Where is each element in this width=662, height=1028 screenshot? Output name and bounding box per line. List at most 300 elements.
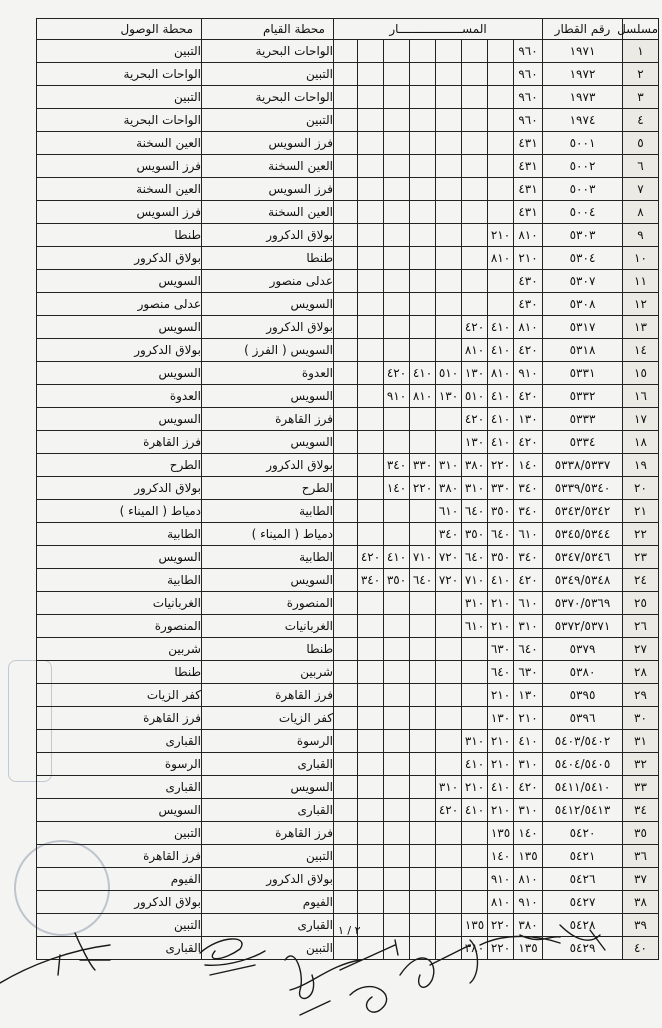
route-segment-cell: ٤١٠ (410, 362, 436, 385)
route-segment-cell (410, 109, 436, 132)
route-segment-cell (436, 86, 462, 109)
serial-cell: ٢٣ (623, 546, 659, 569)
departure-station-cell: السويس (202, 431, 334, 454)
route-segment-cell: ١٣٠ (436, 385, 462, 408)
route-segment-cell: ٩١٠ (384, 385, 410, 408)
route-segment-cell: ٢٢٠ (488, 454, 514, 477)
signature-1 (0, 933, 110, 983)
route-segment-cell: ٦٤٠ (462, 500, 488, 523)
route-segment-cell: ٨١٠ (462, 339, 488, 362)
route-segment-cell (334, 799, 358, 822)
departure-station-cell: التبين (202, 845, 334, 868)
route-segment-cell: ٣٨٠ (462, 454, 488, 477)
route-segment-cell (334, 753, 358, 776)
departure-station-cell: القبارى (202, 753, 334, 776)
route-segment-cell: ٣١٠ (462, 730, 488, 753)
route-segment-cell: ٤٣١ (514, 178, 543, 201)
route-segment-cell: ٤٣١ (514, 201, 543, 224)
route-segment-cell: ٦١٠ (514, 523, 543, 546)
route-segment-cell (358, 339, 384, 362)
route-segment-cell (358, 615, 384, 638)
route-segment-cell: ٧٢٠ (436, 569, 462, 592)
departure-station-cell: دمياط ( الميناء ) (202, 523, 334, 546)
route-segment-cell (358, 661, 384, 684)
route-segment-cell (358, 201, 384, 224)
train-number-cell: ٥٤١٢/٥٤١٣ (543, 799, 623, 822)
arrival-station-cell: القبارى (37, 730, 202, 753)
serial-cell: ٢١ (623, 500, 659, 523)
table-row (37, 201, 659, 224)
departure-station-cell: التبين (202, 937, 334, 960)
serial-cell: ٣٣ (623, 776, 659, 799)
route-segment-cell: ٣١٠ (514, 615, 543, 638)
route-segment-cell: ١٣٠ (488, 707, 514, 730)
route-segment-cell (488, 86, 514, 109)
departure-station-cell: الطابية (202, 500, 334, 523)
route-segment-cell (462, 224, 488, 247)
route-segment-cell (384, 408, 410, 431)
route-segment-cell: ٢١٠ (514, 707, 543, 730)
serial-cell: ٣٧ (623, 868, 659, 891)
serial-cell: ٤ (623, 109, 659, 132)
arrival-station-cell: السويس (37, 362, 202, 385)
table-row (37, 339, 659, 362)
route-segment-cell (462, 201, 488, 224)
route-segment-cell: ٦١٠ (436, 500, 462, 523)
route-segment-cell: ٨١٠ (488, 891, 514, 914)
route-segment-cell (436, 63, 462, 86)
route-segment-cell: ٢١٠ (488, 753, 514, 776)
route-segment-cell: ٢١٠ (514, 247, 543, 270)
route-segment-cell (436, 270, 462, 293)
route-segment-cell (384, 868, 410, 891)
route-segment-cell: ٩١٠ (488, 868, 514, 891)
route-segment-cell: ١٣٥ (514, 845, 543, 868)
route-segment-cell: ٤١٠ (462, 753, 488, 776)
serial-cell: ٢٦ (623, 615, 659, 638)
train-number-cell: ٥٠٠٢ (543, 155, 623, 178)
route-segment-cell: ٣٤٠ (384, 454, 410, 477)
route-segment-cell (462, 707, 488, 730)
route-segment-cell (384, 707, 410, 730)
route-segment-cell (358, 362, 384, 385)
route-segment-cell: ٤٢٠ (462, 408, 488, 431)
departure-station-cell: فرز القاهرة (202, 408, 334, 431)
route-segment-cell: ٦١٠ (514, 592, 543, 615)
route-segment-cell (358, 408, 384, 431)
route-segment-cell (334, 109, 358, 132)
route-segment-cell (358, 224, 384, 247)
route-segment-cell: ٣١٠ (462, 477, 488, 500)
route-segment-cell: ٤٣١ (514, 155, 543, 178)
route-segment-cell (436, 178, 462, 201)
route-segment-cell (358, 270, 384, 293)
table-row (37, 638, 659, 661)
route-segment-cell (334, 178, 358, 201)
table-row (37, 408, 659, 431)
route-segment-cell (410, 408, 436, 431)
route-segment-cell (436, 868, 462, 891)
table-row (37, 178, 659, 201)
train-number-cell: ٥٠٠٤ (543, 201, 623, 224)
departure-station-cell: عدلى منصور (202, 270, 334, 293)
train-number-cell: ٥٣٤٥/٥٣٤٤ (543, 523, 623, 546)
serial-cell: ٢٧ (623, 638, 659, 661)
departure-station-cell: بولاق الدكرور (202, 868, 334, 891)
serial-cell: ٣١ (623, 730, 659, 753)
route-segment-cell (384, 615, 410, 638)
arrival-station-cell: شربين (37, 638, 202, 661)
train-number-cell: ٥٣٨٠ (543, 661, 623, 684)
route-segment-cell (334, 155, 358, 178)
arrival-station-cell: عدلى منصور (37, 293, 202, 316)
table-row (37, 224, 659, 247)
route-segment-cell (334, 730, 358, 753)
route-segment-cell (462, 109, 488, 132)
train-number-cell: ٥٣٣٨/٥٣٣٧ (543, 454, 623, 477)
route-segment-cell: ٧١٠ (410, 546, 436, 569)
route-segment-cell: ٦٤٠ (514, 638, 543, 661)
route-segment-cell (334, 40, 358, 63)
route-segment-cell (358, 155, 384, 178)
route-segment-cell: ٦٤٠ (488, 661, 514, 684)
route-segment-cell: ٦١٠ (462, 615, 488, 638)
route-segment-cell (410, 684, 436, 707)
route-segment-cell (384, 40, 410, 63)
header-row (37, 19, 659, 40)
route-segment-cell (334, 408, 358, 431)
train-number-cell: ١٩٧٤ (543, 109, 623, 132)
header-serial: مسلسل (623, 19, 659, 40)
route-segment-cell (358, 707, 384, 730)
serial-cell: ٣٠ (623, 707, 659, 730)
train-number-cell: ١٩٧١ (543, 40, 623, 63)
arrival-station-cell: القبارى (37, 776, 202, 799)
route-segment-cell (436, 684, 462, 707)
route-segment-cell (384, 730, 410, 753)
train-number-cell: ٥٣٠٨ (543, 293, 623, 316)
route-segment-cell (384, 638, 410, 661)
route-segment-cell: ٦٤٠ (488, 523, 514, 546)
route-segment-cell: ٨١٠ (514, 316, 543, 339)
route-segment-cell (334, 316, 358, 339)
route-segment-cell: ٣٣٠ (410, 454, 436, 477)
route-segment-cell: ٣٥٠ (488, 500, 514, 523)
route-segment-cell (436, 431, 462, 454)
table-row (37, 454, 659, 477)
signature-4 (340, 940, 398, 1012)
route-segment-cell: ٤٢٠ (514, 385, 543, 408)
route-segment-cell (410, 707, 436, 730)
route-segment-cell (384, 155, 410, 178)
route-segment-cell: ٩١٠ (514, 891, 543, 914)
route-segment-cell: ٣١٠ (436, 776, 462, 799)
serial-cell: ١١ (623, 270, 659, 293)
serial-cell: ٢٩ (623, 684, 659, 707)
route-segment-cell (436, 201, 462, 224)
route-segment-cell: ٤٣٠ (514, 270, 543, 293)
train-number-cell: ٥٣٠٧ (543, 270, 623, 293)
route-segment-cell (410, 638, 436, 661)
route-segment-cell (334, 132, 358, 155)
serial-cell: ٣٩ (623, 914, 659, 937)
route-segment-cell: ٥١٠ (462, 385, 488, 408)
serial-cell: ٦ (623, 155, 659, 178)
route-segment-cell (410, 523, 436, 546)
route-segment-cell: ٨١٠ (514, 224, 543, 247)
arrival-station-cell: العين السخنة (37, 178, 202, 201)
route-segment-cell (462, 86, 488, 109)
route-segment-cell (334, 477, 358, 500)
route-segment-cell (358, 178, 384, 201)
route-segment-cell (358, 753, 384, 776)
route-segment-cell (410, 822, 436, 845)
route-segment-cell (384, 201, 410, 224)
train-number-cell: ٥٣٤٧/٥٣٤٦ (543, 546, 623, 569)
route-segment-cell: ٤١٠ (488, 385, 514, 408)
train-number-cell: ٥٤٢٧ (543, 891, 623, 914)
signatures-graphic (0, 905, 662, 1028)
route-segment-cell (384, 316, 410, 339)
route-segment-cell: ٨١٠ (514, 868, 543, 891)
route-segment-cell: ٣٥٠ (462, 523, 488, 546)
route-segment-cell (358, 845, 384, 868)
arrival-station-cell: الواحات البحرية (37, 109, 202, 132)
route-segment-cell: ٤١٠ (488, 569, 514, 592)
route-segment-cell (358, 523, 384, 546)
route-segment-cell (334, 86, 358, 109)
route-segment-cell (462, 293, 488, 316)
route-segment-cell (334, 569, 358, 592)
header-departure: محطة القيام (202, 19, 334, 40)
serial-cell: ٢٥ (623, 592, 659, 615)
route-segment-cell: ٣٣٠ (488, 477, 514, 500)
arrival-station-cell: العين السخنة (37, 132, 202, 155)
route-segment-cell (462, 684, 488, 707)
train-number-cell: ٥٤٢٠ (543, 822, 623, 845)
arrival-station-cell: التبين (37, 914, 202, 937)
route-segment-cell: ٣٥٠ (384, 569, 410, 592)
signature-5 (400, 940, 478, 987)
route-segment-cell (334, 822, 358, 845)
table-row (37, 546, 659, 569)
route-segment-cell (358, 293, 384, 316)
route-segment-cell: ١٣٠ (514, 408, 543, 431)
arrival-station-cell: دمياط ( الميناء ) (37, 500, 202, 523)
arrival-station-cell: الطابية (37, 569, 202, 592)
departure-station-cell: القبارى (202, 799, 334, 822)
route-segment-cell: ١٣٠ (462, 431, 488, 454)
table-row (37, 569, 659, 592)
serial-cell: ١٨ (623, 431, 659, 454)
route-segment-cell (436, 109, 462, 132)
arrival-station-cell: طنطا (37, 661, 202, 684)
serial-cell: ٩ (623, 224, 659, 247)
route-segment-cell (436, 316, 462, 339)
route-segment-cell: ٧٢٠ (436, 546, 462, 569)
route-segment-cell (334, 592, 358, 615)
route-segment-cell: ٣١٠ (514, 799, 543, 822)
arrival-station-cell: الغربانيات (37, 592, 202, 615)
train-number-cell: ٥٣٣١ (543, 362, 623, 385)
route-segment-cell: ٦٣٠ (488, 638, 514, 661)
arrival-station-cell: الطرح (37, 454, 202, 477)
route-segment-cell (334, 201, 358, 224)
route-segment-cell (384, 500, 410, 523)
table-row (37, 523, 659, 546)
route-segment-cell (436, 247, 462, 270)
train-number-cell: ٥٣٧٩ (543, 638, 623, 661)
route-segment-cell: ٦٣٠ (514, 661, 543, 684)
route-segment-cell (334, 339, 358, 362)
route-segment-cell: ٤١٠ (488, 316, 514, 339)
route-segment-cell: ٤١٠ (488, 431, 514, 454)
departure-station-cell: الرسوة (202, 730, 334, 753)
arrival-station-cell: بولاق الدكرور (37, 891, 202, 914)
train-number-cell: ٥٣٠٤ (543, 247, 623, 270)
table-row (37, 500, 659, 523)
route-segment-cell (358, 40, 384, 63)
serial-cell: ٧ (623, 178, 659, 201)
route-segment-cell: ٨١٠ (410, 385, 436, 408)
departure-station-cell: التبين (202, 109, 334, 132)
route-segment-cell: ٥١٠ (436, 362, 462, 385)
table-row (37, 730, 659, 753)
route-segment-cell: ٢١٠ (488, 592, 514, 615)
route-segment-cell: ٤٢٠ (358, 546, 384, 569)
route-segment-cell (410, 224, 436, 247)
route-segment-cell: ٤٣١ (514, 132, 543, 155)
route-segment-cell (358, 63, 384, 86)
train-number-cell: ٥٣١٧ (543, 316, 623, 339)
route-segment-cell (462, 178, 488, 201)
route-segment-cell: ٩٦٠ (514, 63, 543, 86)
route-segment-cell (334, 845, 358, 868)
route-segment-cell: ١٤٠ (488, 845, 514, 868)
route-segment-cell: ٢١٠ (488, 730, 514, 753)
route-segment-cell (462, 132, 488, 155)
route-segment-cell (358, 86, 384, 109)
route-segment-cell: ١٣٥ (462, 914, 488, 937)
route-segment-cell (462, 40, 488, 63)
train-number-cell: ٥٣٣٤ (543, 431, 623, 454)
route-segment-cell (358, 776, 384, 799)
table-row (37, 431, 659, 454)
table-row (37, 615, 659, 638)
route-segment-cell (436, 224, 462, 247)
arrival-station-cell: القبارى (37, 937, 202, 960)
serial-cell: ١٦ (623, 385, 659, 408)
route-segment-cell (436, 661, 462, 684)
route-segment-cell: ٣٥٠ (488, 546, 514, 569)
departure-station-cell: فرز السويس (202, 178, 334, 201)
route-segment-cell (384, 523, 410, 546)
route-segment-cell (358, 477, 384, 500)
route-segment-cell: ١٤٠ (384, 477, 410, 500)
route-segment-cell: ٤٢٠ (384, 362, 410, 385)
header-arrival: محطة الوصول (37, 19, 202, 40)
route-segment-cell: ٤٢٠ (462, 316, 488, 339)
train-number-cell: ٥٣٣٩/٥٣٤٠ (543, 477, 623, 500)
route-segment-cell (488, 201, 514, 224)
route-segment-cell: ٣٤٠ (436, 523, 462, 546)
route-segment-cell: ١٣٠ (514, 684, 543, 707)
arrival-station-cell: الرسوة (37, 753, 202, 776)
serial-cell: ٣٦ (623, 845, 659, 868)
signature-3 (285, 956, 360, 1015)
route-segment-cell (462, 845, 488, 868)
route-segment-cell (462, 270, 488, 293)
arrival-station-cell: التبين (37, 822, 202, 845)
route-segment-cell (334, 63, 358, 86)
departure-station-cell: الواحات البحرية (202, 86, 334, 109)
route-segment-cell: ٣٨٠ (436, 477, 462, 500)
arrival-station-cell: بولاق الدكرور (37, 477, 202, 500)
arrival-station-cell: الطابية (37, 523, 202, 546)
arrival-station-cell: فرز السويس (37, 201, 202, 224)
table-row (37, 799, 659, 822)
arrival-station-cell: الفيوم (37, 868, 202, 891)
table-row (37, 155, 659, 178)
route-segment-cell (436, 730, 462, 753)
departure-station-cell: السويس (202, 385, 334, 408)
serial-cell: ٢٠ (623, 477, 659, 500)
route-segment-cell: ١٣٠ (462, 362, 488, 385)
route-segment-cell: ٤٢٠ (514, 569, 543, 592)
arrival-station-cell: السويس (37, 270, 202, 293)
route-segment-cell (384, 339, 410, 362)
route-segment-cell (410, 431, 436, 454)
route-segment-cell: ٤١٠ (488, 776, 514, 799)
table-row (37, 385, 659, 408)
route-segment-cell (334, 661, 358, 684)
train-number-cell: ٥٠٠٣ (543, 178, 623, 201)
table-row (37, 707, 659, 730)
table-row (37, 270, 659, 293)
route-segment-cell (358, 638, 384, 661)
route-segment-cell (488, 132, 514, 155)
route-segment-cell (436, 615, 462, 638)
route-segment-cell (334, 684, 358, 707)
train-number-cell: ٥٣٣٢ (543, 385, 623, 408)
route-segment-cell: ٢١٠ (488, 684, 514, 707)
departure-station-cell: فرز السويس (202, 132, 334, 155)
route-segment-cell (358, 247, 384, 270)
departure-station-cell: شربين (202, 661, 334, 684)
route-segment-cell (334, 500, 358, 523)
route-segment-cell (384, 224, 410, 247)
departure-station-cell: الغربانيات (202, 615, 334, 638)
route-segment-cell (334, 385, 358, 408)
route-segment-cell (410, 316, 436, 339)
train-number-cell: ٥٤٢٩ (543, 937, 623, 960)
route-segment-cell: ٨١٠ (488, 247, 514, 270)
train-number-cell: ١٩٧٢ (543, 63, 623, 86)
route-segment-cell: ٩٦٠ (514, 86, 543, 109)
page-number: ٢ / ١ (338, 924, 361, 937)
route-segment-cell (488, 178, 514, 201)
serial-cell: ٢٤ (623, 569, 659, 592)
table-row (37, 477, 659, 500)
departure-station-cell: السويس (202, 293, 334, 316)
route-segment-cell: ٩٦٠ (514, 40, 543, 63)
route-segment-cell: ٣٤٠ (514, 477, 543, 500)
route-segment-cell (488, 63, 514, 86)
signature-2 (200, 939, 265, 975)
train-number-cell: ٥٤٠٣/٥٤٠٢ (543, 730, 623, 753)
route-segment-cell (436, 707, 462, 730)
serial-cell: ١٤ (623, 339, 659, 362)
